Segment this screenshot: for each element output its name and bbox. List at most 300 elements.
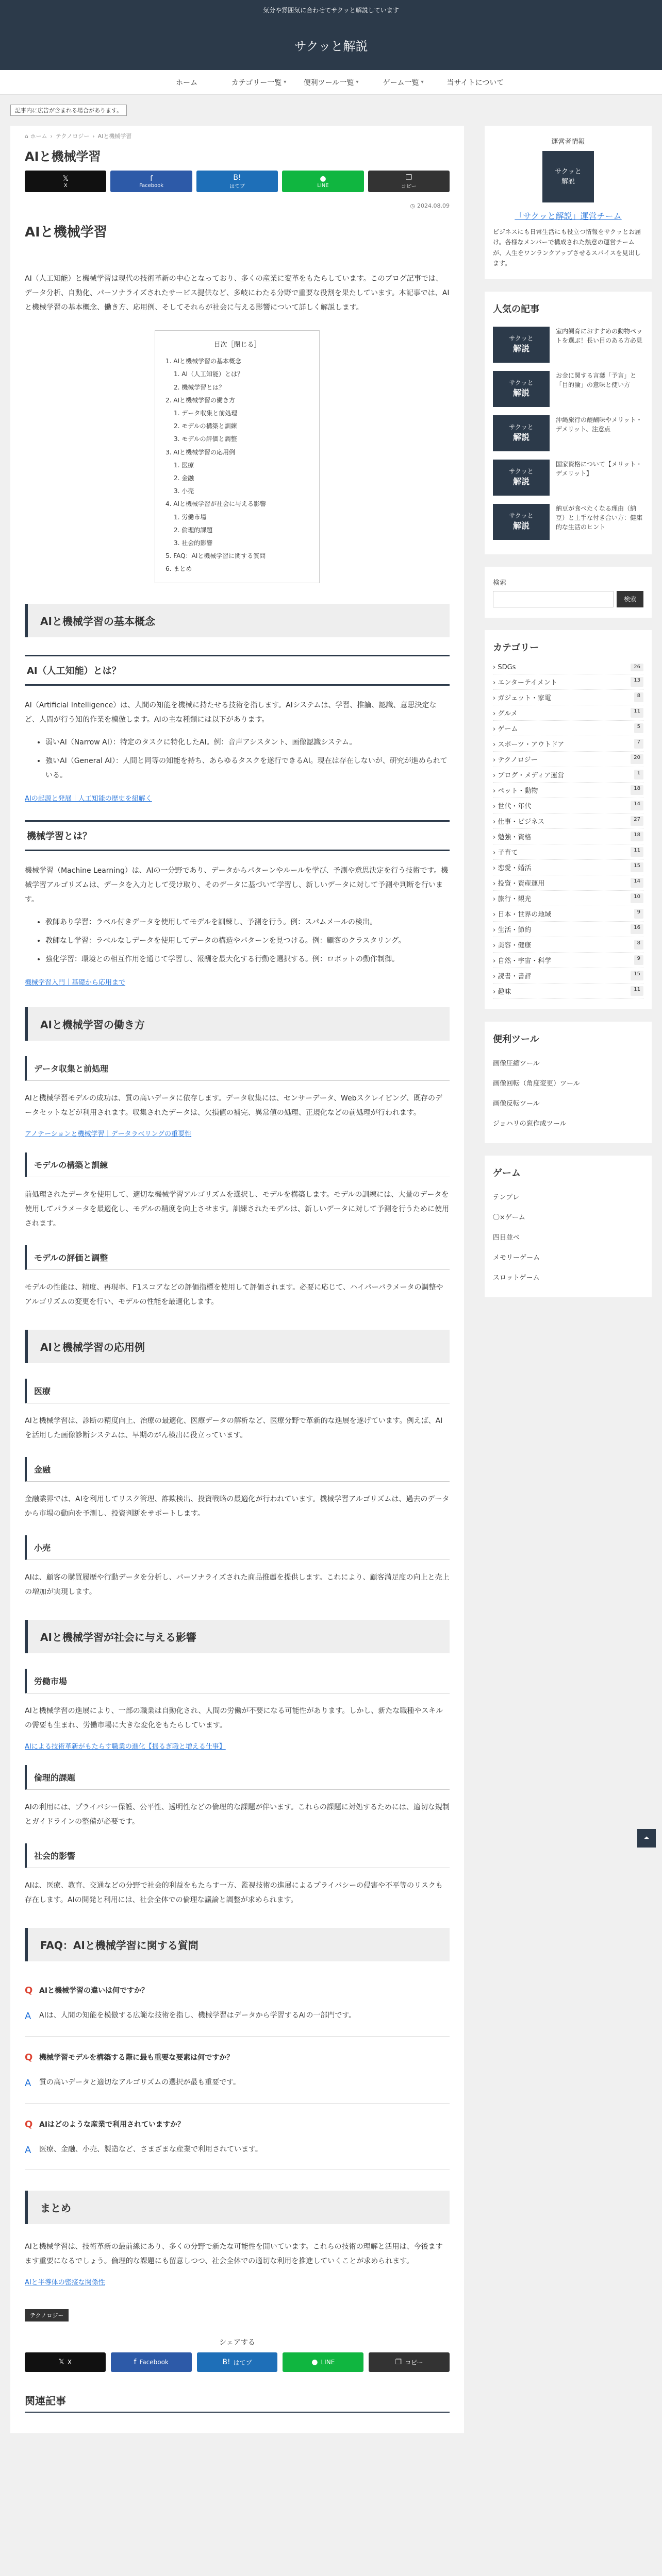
category-name <box>493 862 531 872</box>
category-count: 11 <box>631 847 643 857</box>
top-notice: 気分や雰囲気に合わせてサクッと解説しています <box>0 0 662 20</box>
category-item[interactable] <box>493 922 643 937</box>
paragraph: AIと機械学習は、診断の精度向上、治療の最適化、医療データの解析など、医療分野で革新的な進展を遂げています。例えば、AIを活用した画像診断システムは、早期のがん検出に役立っています。 <box>25 1417 443 1440</box>
list-item: • 強いAI（General AI）：人間と同等の知能を持ち、あらゆるタスクを遂行できるAI。現在は存在しないが、研究が進められている。 <box>45 754 450 783</box>
paragraph: AIの利用には、プライバシー保護、公平性、透明性などの倫理的な課題が伴います。これらの課題に対処するためには、適切な規制とガイドラインの整備が必要です。 <box>25 1803 450 1826</box>
share-icon: ● <box>311 2358 318 2367</box>
ad-notice: 記事内に広告が含まれる場合があります。 <box>10 105 127 116</box>
answer-icon: A <box>25 2078 31 2089</box>
share-label-text: Facebook <box>139 2359 169 2366</box>
toc-item[interactable]: 2. 機械学習とは？ <box>174 383 225 391</box>
category-label: ゲーム <box>498 725 518 733</box>
category-name <box>493 816 544 826</box>
share-button-x[interactable] <box>25 2352 106 2372</box>
related-link[interactable]: AIの起源と発展｜人工知能の歴史を紐解く <box>25 795 152 803</box>
article <box>10 126 464 2433</box>
games-widget <box>485 1156 652 1297</box>
section-heading: AIと機械学習の働き方 <box>25 1007 450 1041</box>
popular-article-title: 国家資格について【メリット・デメリット】 <box>556 460 642 477</box>
faq-answer <box>25 2137 450 2171</box>
category-label: 趣味 <box>498 988 511 996</box>
category-count: 1 <box>634 770 643 779</box>
nav-item-label: 便利ツール一覧 <box>303 78 354 87</box>
share-label-text: X <box>67 2359 72 2366</box>
subsection-heading: 医療 <box>25 1379 450 1403</box>
chevron-right-icon: › <box>493 740 498 749</box>
section-heading: AIと機械学習の基本概念 <box>25 604 450 637</box>
paragraph: 金融業界では、AIを利用してリスク管理、詐欺検出、投資戦略の最適化が行われています。機械学習アルゴリズムは、過去のデータから市場の動向を予測し、投資判断をサポートします。 <box>25 1495 450 1518</box>
share-icon: ● <box>320 174 326 183</box>
category-item[interactable] <box>493 875 643 891</box>
category-name <box>493 677 557 687</box>
thumb-text: サクッと <box>509 423 534 431</box>
category-label: ガジェット・家電 <box>498 694 552 702</box>
list-item: • 教師あり学習：ラベル付きデータを使用してモデルを訓練し、予測を行う。例：スパムメールの検出。 <box>45 915 450 929</box>
category-count: 8 <box>634 692 643 702</box>
category-name <box>493 940 531 950</box>
category-item[interactable] <box>493 783 643 798</box>
section-heading: AIと機械学習の応用例 <box>25 1330 450 1363</box>
share-icon: f <box>150 174 153 183</box>
category-label: 生活・節約 <box>498 926 532 934</box>
toc-item[interactable]: 2. 金融 <box>174 474 194 482</box>
category-name <box>493 878 544 888</box>
category-name <box>493 770 564 779</box>
ai-type-list <box>45 735 450 783</box>
post-date: ◷ 2024.08.09 <box>410 202 450 209</box>
category-label: 恋愛・婚活 <box>498 864 532 872</box>
nav-item-label: ゲーム一覧 <box>383 78 419 87</box>
faq-question-text: AIと機械学習の違いは何ですか？ <box>39 1987 149 1995</box>
category-name <box>493 909 551 919</box>
category-item[interactable] <box>493 829 643 844</box>
toc-item[interactable]: 3. モデルの評価と調整 <box>174 435 237 443</box>
popular-article[interactable] <box>493 367 643 411</box>
category-count: 15 <box>631 971 643 980</box>
avatar-text: サクッと <box>555 167 582 176</box>
chevron-right-icon: › <box>493 756 498 764</box>
thumb-text: 解説 <box>512 387 529 398</box>
subsection-heading: 倫理的課題 <box>25 1765 450 1790</box>
toc-item[interactable]: 5. FAQ：AIと機械学習に関する質問 <box>166 552 266 560</box>
article-thumbnail <box>493 504 550 540</box>
thumb-text: サクッと <box>509 379 534 386</box>
category-item[interactable] <box>493 891 643 906</box>
category-label: 美容・健康 <box>498 941 532 950</box>
game-link[interactable]: 〇×ゲーム <box>493 1213 525 1222</box>
share-icon: ❐ <box>395 2358 402 2367</box>
faq-answer <box>25 2070 450 2104</box>
thumb-text: サクッと <box>509 467 534 475</box>
category-name <box>493 847 518 857</box>
chevron-right-icon: › <box>493 957 498 965</box>
nav-item-label: ホーム <box>176 78 197 87</box>
intro-text: AI（人工知能）と機械学習は現代の技術革新の中心となっており、多くの産業に変革をもたらしています。このブログ記事では、データ分析、自動化、パーソナライズされたサービス提供など、多岐にわたる分野で重要な役割を果たしています。本記事では、AIと機械学習の基本概念、働き方、応用例、そしてそれらが社会に与える影響について詳しく解説します。 <box>25 275 450 312</box>
popular-article-title: お金に関する言葉「予言」と「目的論」の意味と使い方 <box>556 371 637 388</box>
toc-item[interactable]: 1. 医療 <box>174 461 194 469</box>
share-label-text: Facebook <box>139 182 164 189</box>
faq-question <box>25 2111 450 2137</box>
toc-item[interactable]: 2. AIと機械学習の働き方 <box>166 396 236 404</box>
answer-icon: A <box>25 2144 31 2156</box>
share-label-text: コピー <box>405 2359 423 2366</box>
faq-question-text: AIはどのような産業で利用されていますか？ <box>39 2120 185 2129</box>
category-count: 14 <box>631 878 643 888</box>
site-title[interactable]: サクッと解説 <box>294 39 368 54</box>
game-link[interactable]: メモリーゲーム <box>493 1253 540 1262</box>
category-name <box>493 924 531 934</box>
share-label-text: LINE <box>317 182 329 189</box>
chevron-right-icon: › <box>493 941 498 950</box>
share-label: シェアする <box>219 2338 255 2347</box>
paragraph: AIと機械学習は、技術革新の最前線にあり、多くの分野で新たな可能性を開いています。これらの技術の理解と活用は、今後ますます重要になるでしょう。倫理的な課題にも留意しつつ、社会全体での適切な利用を推進していくことが求められます。 <box>25 2243 443 2266</box>
nav-item-label: 当サイトについて <box>446 78 504 87</box>
category-item[interactable] <box>493 674 643 690</box>
chevron-down-icon: ▾ <box>284 79 287 85</box>
search-input[interactable] <box>493 591 614 607</box>
category-count: 5 <box>634 723 643 733</box>
operator-link[interactable]: 「サクッと解説」運営チーム <box>515 211 622 221</box>
category-label: 読書・書評 <box>498 972 532 980</box>
faq-question-text: 機械学習モデルを構築する際に最も重要な要素は何ですか？ <box>39 2054 234 2062</box>
category-item[interactable] <box>493 844 643 860</box>
toc-item[interactable]: 1. データ収集と前処理 <box>174 410 238 417</box>
share-button-はてブ[interactable] <box>197 2352 278 2372</box>
nav-item[interactable] <box>439 70 511 94</box>
tool-link[interactable]: 画像反転ツール <box>493 1099 540 1108</box>
category-name <box>493 692 551 702</box>
chevron-right-icon: › <box>493 679 498 687</box>
ml-type-list <box>45 915 450 967</box>
chevron-right-icon: › <box>493 910 498 919</box>
tools-widget <box>485 1022 652 1143</box>
share-bottom <box>25 2352 450 2372</box>
chevron-right-icon: › <box>493 849 498 857</box>
category-item[interactable] <box>493 860 643 875</box>
category-label: 子育て <box>498 849 518 857</box>
breadcrumb-separator: › <box>50 133 53 140</box>
share-icon: B! <box>222 2358 230 2367</box>
category-label: 投資・資産運用 <box>498 879 545 888</box>
category-name <box>493 739 564 749</box>
breadcrumb-item: AIと機械学習 <box>97 133 132 140</box>
share-label-text: LINE <box>321 2359 335 2366</box>
category-count: 14 <box>631 801 643 810</box>
article-thumbnail <box>493 460 550 496</box>
category-tag[interactable]: テクノロジー <box>25 2309 69 2321</box>
category-count: 18 <box>631 832 643 841</box>
share-button-コピー[interactable] <box>368 171 450 192</box>
popular-article[interactable] <box>493 323 643 367</box>
share-button-facebook[interactable] <box>110 171 192 192</box>
toc-item[interactable]: 6. まとめ <box>166 565 192 573</box>
chevron-right-icon: › <box>493 818 498 826</box>
popular-article-title: 沖縄旅行の醍醐味やメリット・デメリット、注意点 <box>556 416 642 433</box>
category-count: 13 <box>631 677 643 687</box>
chevron-right-icon: › <box>493 787 498 795</box>
answer-icon: A <box>25 2011 31 2022</box>
category-label: エンターテイメント <box>498 679 557 687</box>
breadcrumb <box>25 132 450 140</box>
post-title: AIと機械学習 <box>25 149 101 164</box>
section-heading: AIと機械学習が社会に与える影響 <box>25 1620 450 1653</box>
popular-title: 人気の記事 <box>493 303 539 315</box>
faq-answer-text: AIは、人間の知能を模倣する広範な技術を指し、機械学習はデータから学習するAIの一部門です。 <box>39 2011 356 2020</box>
category-item[interactable] <box>493 968 643 984</box>
operator-avatar <box>542 151 594 202</box>
category-item[interactable] <box>493 906 643 922</box>
share-button-facebook[interactable] <box>111 2352 192 2372</box>
category-count: 27 <box>631 816 643 826</box>
arrow-up-icon: ⏶ <box>643 1834 650 1842</box>
question-icon: Q <box>25 2119 33 2130</box>
category-item[interactable] <box>493 721 643 736</box>
section-heading: まとめ <box>25 2191 450 2224</box>
paragraph: AIと機械学習の進展により、一部の職業は自動化され、人間の労働が不要になる可能性があります。しかし、新たな職種やスキルの需要も生まれ、労働市場に大きな変化をもたらしています。 <box>25 1707 443 1730</box>
related-link[interactable]: AIによる技術革新がもたらす職業の進化【揺るぎ職と増える仕事】 <box>25 1743 226 1751</box>
category-item[interactable] <box>493 690 643 705</box>
category-count: 26 <box>631 664 643 671</box>
toc-item[interactable]: 3. 小売 <box>174 487 194 495</box>
category-item[interactable] <box>493 767 643 783</box>
breadcrumb-item[interactable]: ⌂ ホーム <box>25 133 47 140</box>
category-label: ペット・動物 <box>498 787 538 795</box>
section-heading: FAQ：AIと機械学習に関する質問 <box>25 1928 450 1961</box>
clock-icon: ◷ <box>410 202 416 209</box>
thumb-text: サクッと <box>509 334 534 342</box>
tool-link[interactable]: 画像圧縮ツール <box>493 1059 540 1067</box>
intro-heading: AIと機械学習 <box>25 225 107 240</box>
faq-answer-text: 質の高いデータと適切なアルゴリズムの選択が最も重要です。 <box>39 2078 241 2087</box>
share-label-text: はてブ <box>233 2359 252 2366</box>
chevron-right-icon: › <box>493 988 498 996</box>
category-item[interactable] <box>493 937 643 953</box>
related-link[interactable]: AIと半導体の密接な関係性 <box>25 2279 105 2287</box>
game-link[interactable]: 四目並べ <box>493 1233 520 1242</box>
category-count: 18 <box>631 785 643 795</box>
share-button-x[interactable] <box>25 171 106 192</box>
tool-link[interactable]: ジョハリの窓作成ツール <box>493 1120 567 1128</box>
category-label: 旅行・観光 <box>498 895 532 903</box>
share-icon: ❐ <box>405 173 412 182</box>
category-count: 9 <box>634 955 643 965</box>
share-button-line[interactable] <box>282 171 363 192</box>
share-label-text: X <box>63 182 68 189</box>
subsection-heading: 機械学習とは？ <box>25 820 450 851</box>
paragraph: AIは、顧客の購買履歴や行動データを分析し、パーソナライズされた商品推薦を提供します。これにより、顧客満足度の向上と売上の増加が実現します。 <box>25 1573 450 1597</box>
game-link[interactable]: テンプレ <box>493 1193 519 1201</box>
thumb-text: 解説 <box>512 343 529 353</box>
category-item[interactable] <box>493 814 643 829</box>
faq-question <box>25 1977 450 2003</box>
related-link[interactable]: 機械学習入門｜基礎から応用まで <box>25 979 126 987</box>
thumb-text: 解説 <box>512 520 529 531</box>
popular-widget <box>485 292 652 554</box>
category-count: 16 <box>631 924 643 934</box>
category-label: スポーツ・アウトドア <box>498 740 565 749</box>
category-count: 7 <box>634 739 643 749</box>
faq-answer-text: 医療、金融、小売、製造など、さまざまな産業で利用されています。 <box>39 2145 262 2154</box>
category-name <box>493 708 518 718</box>
share-label-text: はてブ <box>229 183 245 190</box>
thumb-text: 解説 <box>512 432 529 442</box>
paragraph: AI（Artificial Intelligence）は、人間の知能を機械に持たせる技術を指します。AIシステムは、学習、推論、認識、意思決定など、人間が行う知的作業を模倣します。AIの主な種類には以下があります。 <box>25 701 437 724</box>
toc-title[interactable]: 目次［閉じる］ <box>213 341 261 349</box>
share-top <box>25 171 450 192</box>
category-name <box>493 986 511 996</box>
share-label-text: コピー <box>401 183 417 190</box>
category-title: カテゴリー <box>493 642 539 653</box>
chevron-down-icon: ▾ <box>356 79 359 85</box>
category-item[interactable] <box>493 736 643 752</box>
paragraph: AIと機械学習モデルの成功は、質の高いデータに依存します。データ収集には、センサーデータ、Webスクレイピング、既存のデータセットなどが利用されます。収集されたデータは、欠損値の補完、異常値の処理、正規化などの前処理が行われます。 <box>25 1094 443 1117</box>
category-item[interactable] <box>493 752 643 767</box>
breadcrumb-separator: › <box>92 133 95 140</box>
popular-article[interactable] <box>493 500 643 544</box>
chevron-right-icon: › <box>493 802 498 810</box>
operator-desc: ビジネスにも日常生活にも役立つ情報をサクッとお届け。各様なメンバーで構成された熱意の運営チームが、人生をワンランクアップさせるスパイスを見出します。 <box>493 228 641 267</box>
subsection-heading: 社会的影響 <box>25 1843 450 1868</box>
subsection-heading: 小売 <box>25 1535 450 1560</box>
thumb-text: サクッと <box>509 512 534 519</box>
category-name <box>493 785 538 795</box>
chevron-right-icon: › <box>493 895 498 903</box>
games-title: ゲーム <box>493 1167 521 1179</box>
breadcrumb-item[interactable]: テクノロジー <box>55 133 90 140</box>
category-count: 11 <box>631 986 643 996</box>
category-name <box>493 801 531 810</box>
list-item: • 教師なし学習：ラベルなしデータを使用してデータの構造やパターンを見つける。例：顧客のクラスタリング。 <box>45 934 450 948</box>
global-nav <box>0 70 662 95</box>
nav-item[interactable] <box>367 70 439 94</box>
subsection-heading: AI（人工知能）とは？ <box>25 655 450 686</box>
category-name <box>493 832 531 841</box>
category-count: 11 <box>631 708 643 718</box>
toc-item[interactable]: 1. 労働市場 <box>174 513 207 521</box>
article-thumbnail <box>493 327 550 363</box>
faq-question <box>25 2044 450 2070</box>
related-heading: 関連記事 <box>25 2393 450 2413</box>
sidebar <box>485 126 652 1310</box>
subsection-heading: モデルの構築と訓練 <box>25 1153 450 1177</box>
share-icon: 𝕏 <box>58 2358 64 2367</box>
search-button[interactable]: 検索 <box>617 591 643 607</box>
subsection-heading: モデルの評価と調整 <box>25 1245 450 1270</box>
faq-answer <box>25 2003 450 2037</box>
share-button-はてブ[interactable] <box>196 171 278 192</box>
toc-item[interactable]: 3. AIと機械学習の応用例 <box>166 448 236 456</box>
site-header <box>0 20 662 70</box>
category-name <box>493 754 538 764</box>
thumb-text: 解説 <box>512 476 529 486</box>
category-item[interactable] <box>493 798 643 814</box>
article-thumbnail <box>493 371 550 407</box>
table-of-contents <box>155 330 320 583</box>
popular-article-title: 室内飼育におすすめの動物ペットを選ぶ！長い目のある方必見 <box>556 327 643 344</box>
category-count: 20 <box>631 754 643 764</box>
category-item[interactable] <box>493 661 643 674</box>
toc-item[interactable]: 2. 倫理的課題 <box>174 526 213 534</box>
chevron-right-icon: › <box>493 926 498 934</box>
nav-item[interactable] <box>223 70 295 94</box>
paragraph: モデルの性能は、精度、再現率、F1スコアなどの評価指標を使用して評価されます。必要に応じて、ハイパーパラメータの調整やアルゴリズムの変更を行い、モデルの性能を最適化します。 <box>25 1283 443 1307</box>
chevron-right-icon: › <box>493 725 498 733</box>
category-item[interactable] <box>493 984 643 999</box>
category-label: テクノロジー <box>498 756 538 764</box>
chevron-right-icon: › <box>493 864 498 872</box>
category-item[interactable] <box>493 953 643 968</box>
avatar-text: 解説 <box>561 178 575 185</box>
category-count: 15 <box>631 862 643 872</box>
popular-article[interactable] <box>493 411 643 455</box>
category-name <box>493 955 551 965</box>
category-name <box>493 893 531 903</box>
list-item: • 強化学習：環境との相互作用を通じて学習し、報酬を最大化する行動を選択する。例：ロボットの動作制御。 <box>45 952 450 967</box>
chevron-right-icon: › <box>493 879 498 888</box>
tools-title: 便利ツール <box>493 1033 539 1045</box>
category-item[interactable] <box>493 705 643 721</box>
share-icon: B! <box>233 173 241 182</box>
category-name <box>493 723 518 733</box>
list-item: • 弱いAI（Narrow AI）：特定のタスクに特化したAI。例：音声アシスタント、画像認識システム。 <box>45 735 450 750</box>
game-link[interactable]: スロットゲーム <box>493 1274 540 1282</box>
search-widget <box>485 567 652 618</box>
category-widget <box>485 630 652 1009</box>
popular-article[interactable] <box>493 455 643 500</box>
category-label: 世代・年代 <box>498 802 532 810</box>
operator-widget <box>485 126 652 279</box>
related-link[interactable]: アノテーションと機械学習｜データラベリングの重要性 <box>25 1130 192 1139</box>
question-icon: Q <box>25 2052 33 2063</box>
share-icon: 𝕏 <box>62 174 69 183</box>
subsection-heading: 労働市場 <box>25 1669 450 1693</box>
toc-item[interactable]: 2. モデルの構築と訓練 <box>174 422 237 430</box>
category-label: 自然・宇宙・科学 <box>498 957 552 965</box>
category-label: 勉強・資格 <box>498 833 532 841</box>
nav-item[interactable] <box>151 70 223 94</box>
chevron-right-icon: › <box>493 663 498 671</box>
category-count: 9 <box>634 909 643 919</box>
category-count: 10 <box>631 893 643 903</box>
paragraph: 前処理されたデータを使用して、適切な機械学習アルゴリズムを選択し、モデルを構築します。モデルの訓練には、大量のデータを使用してパラメータを最適化し、モデルの精度を向上させます。訓練されたモデルは、新しいデータに対して予測を行うために使用されます。 <box>25 1191 450 1228</box>
toc-item[interactable]: 1. AIと機械学習の基本概念 <box>166 358 242 365</box>
chevron-right-icon: › <box>493 694 498 702</box>
share-button-line[interactable] <box>283 2352 363 2372</box>
chevron-right-icon: › <box>493 771 498 779</box>
category-count: 8 <box>634 940 643 950</box>
category-label: 仕事・ビジネス <box>498 818 544 826</box>
toc-item[interactable]: 4. AIと機械学習が社会に与える影響 <box>166 500 267 508</box>
nav-item-label: カテゴリー一覧 <box>231 78 282 87</box>
chevron-right-icon: › <box>493 833 498 841</box>
subsection-heading: 金融 <box>25 1457 450 1482</box>
chevron-right-icon: › <box>493 972 498 980</box>
share-button-コピー[interactable] <box>369 2352 450 2372</box>
ad-notice-bar <box>0 95 662 126</box>
toc-item[interactable]: 1. AI（人工知能）とは？ <box>174 370 244 378</box>
operator-title: 運営者情報 <box>551 138 585 146</box>
question-icon: Q <box>25 1985 33 1996</box>
toc-item[interactable]: 3. 社会的影響 <box>174 539 213 547</box>
nav-item[interactable] <box>295 70 367 94</box>
category-name <box>493 971 531 980</box>
page-top-button[interactable] <box>637 1829 656 1848</box>
category-label: SDGs <box>498 663 516 671</box>
chevron-down-icon: ▾ <box>421 79 424 85</box>
tool-link[interactable]: 画像回転（角度変更）ツール <box>493 1079 580 1088</box>
category-label: 日本・世界の地域 <box>498 910 552 919</box>
chevron-right-icon: › <box>493 709 498 718</box>
